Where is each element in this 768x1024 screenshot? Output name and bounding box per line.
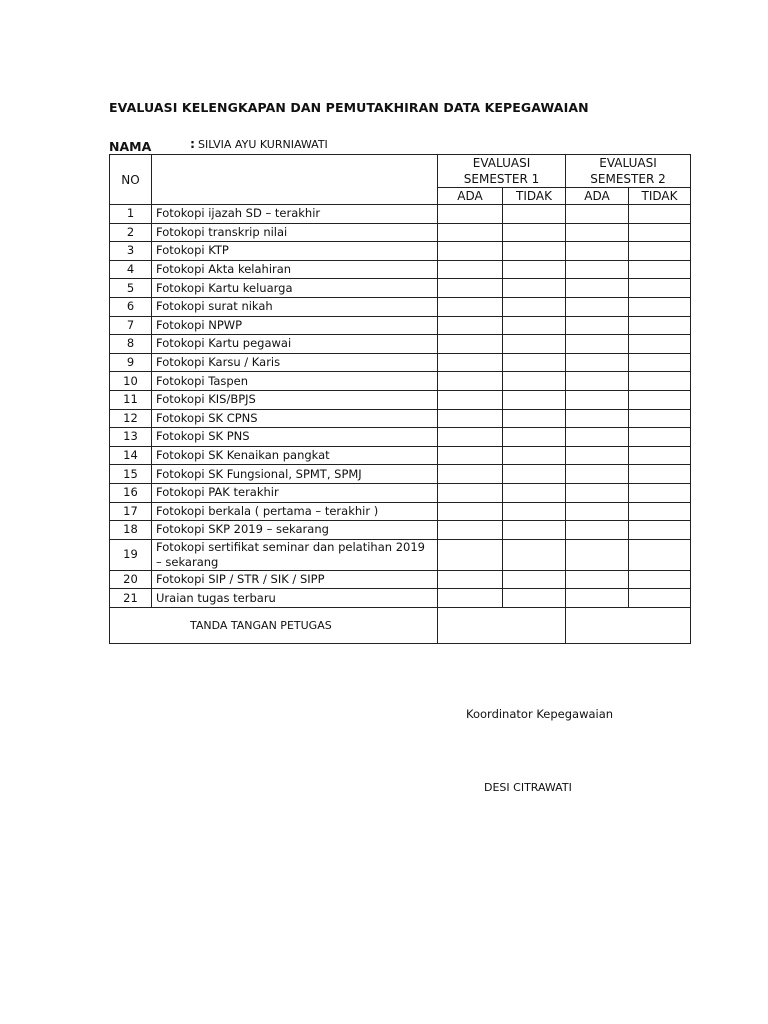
check-cell-semester-2-ada[interactable] (566, 260, 629, 279)
table-row (110, 223, 691, 242)
row-number: 3 (110, 242, 152, 261)
check-cell-semester-1-tidak[interactable] (503, 353, 566, 372)
name-label: NAMA (109, 139, 152, 154)
page-title: EVALUASI KELENGKAPAN DAN PEMUTAKHIRAN DATA KEPEGAWAIAN (109, 100, 589, 115)
check-cell-semester-2-tidak[interactable] (629, 446, 691, 465)
row-number: 20 (110, 570, 152, 589)
check-cell-semester-1-tidak[interactable] (503, 390, 566, 409)
name-colon: : (190, 136, 195, 151)
table-row (110, 260, 691, 279)
check-cell-semester-1-tidak[interactable] (503, 521, 566, 540)
table-row (110, 279, 691, 298)
header-semester-1-tidak: TIDAK (503, 188, 566, 205)
row-document-item: Fotokopi PAK terakhir (152, 483, 438, 502)
check-cell-semester-1-ada[interactable] (438, 335, 503, 354)
row-document-item: Fotokopi KIS/BPJS (152, 390, 438, 409)
check-cell-semester-2-tidak[interactable] (629, 521, 691, 540)
signature-semester-2-cell[interactable] (566, 607, 691, 643)
check-cell-semester-1-ada[interactable] (438, 242, 503, 261)
signature-semester-1-cell[interactable] (438, 607, 566, 643)
check-cell-semester-2-ada[interactable] (566, 205, 629, 224)
header-semester-1-ada: ADA (438, 188, 503, 205)
check-cell-semester-2-tidak[interactable] (629, 390, 691, 409)
check-cell-semester-2-tidak[interactable] (629, 242, 691, 261)
check-cell-semester-2-ada[interactable] (566, 521, 629, 540)
name-value: SILVIA AYU KURNIAWATI (198, 138, 328, 151)
table-row (110, 242, 691, 261)
row-document-item: Fotokopi transkrip nilai (152, 223, 438, 242)
check-cell-semester-2-tidak[interactable] (629, 483, 691, 502)
table-row (110, 390, 691, 409)
header-semester-2: EVALUASI SEMESTER 2 (566, 155, 691, 188)
row-document-item: Uraian tugas terbaru (152, 589, 438, 608)
check-cell-semester-1-tidak[interactable] (503, 316, 566, 335)
check-cell-semester-2-tidak[interactable] (629, 428, 691, 447)
check-cell-semester-2-ada[interactable] (566, 502, 629, 521)
row-document-item: Fotokopi berkala ( pertama – terakhir ) (152, 502, 438, 521)
check-cell-semester-1-ada[interactable] (438, 297, 503, 316)
row-document-item: Fotokopi SK Kenaikan pangkat (152, 446, 438, 465)
row-number: 2 (110, 223, 152, 242)
table-row (110, 589, 691, 608)
row-document-item: Fotokopi ijazah SD – terakhir (152, 205, 438, 224)
check-cell-semester-2-ada[interactable] (566, 465, 629, 484)
check-cell-semester-2-ada[interactable] (566, 446, 629, 465)
check-cell-semester-2-tidak[interactable] (629, 409, 691, 428)
table-row (110, 446, 691, 465)
table-row (110, 409, 691, 428)
row-number: 18 (110, 521, 152, 540)
check-cell-semester-2-ada[interactable] (566, 353, 629, 372)
row-number: 17 (110, 502, 152, 521)
row-number: 12 (110, 409, 152, 428)
check-cell-semester-1-tidak[interactable] (503, 483, 566, 502)
table-row (110, 465, 691, 484)
row-document-item: Fotokopi SK CPNS (152, 409, 438, 428)
row-number: 10 (110, 372, 152, 391)
row-number: 11 (110, 390, 152, 409)
row-document-item: Fotokopi SKP 2019 – sekarang (152, 521, 438, 540)
check-cell-semester-1-ada[interactable] (438, 428, 503, 447)
check-cell-semester-1-ada[interactable] (438, 390, 503, 409)
evaluation-table (109, 154, 691, 644)
check-cell-semester-2-tidak[interactable] (629, 316, 691, 335)
row-number: 14 (110, 446, 152, 465)
signature-label: TANDA TANGAN PETUGAS (110, 607, 438, 643)
check-cell-semester-1-tidak[interactable] (503, 242, 566, 261)
check-cell-semester-2-ada[interactable] (566, 589, 629, 608)
check-cell-semester-2-ada[interactable] (566, 297, 629, 316)
check-cell-semester-1-ada[interactable] (438, 279, 503, 298)
row-document-item: Fotokopi Kartu pegawai (152, 335, 438, 354)
check-cell-semester-1-ada[interactable] (438, 539, 503, 570)
check-cell-semester-1-ada[interactable] (438, 205, 503, 224)
signature-row (110, 607, 691, 643)
check-cell-semester-1-tidak[interactable] (503, 428, 566, 447)
check-cell-semester-2-ada[interactable] (566, 570, 629, 589)
row-number: 9 (110, 353, 152, 372)
check-cell-semester-1-tidak[interactable] (503, 223, 566, 242)
check-cell-semester-2-ada[interactable] (566, 316, 629, 335)
check-cell-semester-1-ada[interactable] (438, 465, 503, 484)
check-cell-semester-1-tidak[interactable] (503, 372, 566, 391)
row-number: 13 (110, 428, 152, 447)
table-row (110, 521, 691, 540)
header-semester-2-ada: ADA (566, 188, 629, 205)
check-cell-semester-1-ada[interactable] (438, 570, 503, 589)
row-document-item: Fotokopi Karsu / Karis (152, 353, 438, 372)
check-cell-semester-2-tidak[interactable] (629, 205, 691, 224)
row-number: 19 (110, 539, 152, 570)
name-row (109, 136, 689, 155)
check-cell-semester-2-ada[interactable] (566, 390, 629, 409)
check-cell-semester-2-ada[interactable] (566, 223, 629, 242)
header-semester-2-tidak: TIDAK (629, 188, 691, 205)
check-cell-semester-2-ada[interactable] (566, 409, 629, 428)
row-number: 15 (110, 465, 152, 484)
check-cell-semester-2-tidak[interactable] (629, 372, 691, 391)
check-cell-semester-1-ada[interactable] (438, 316, 503, 335)
table-row (110, 483, 691, 502)
check-cell-semester-1-tidak[interactable] (503, 570, 566, 589)
table-row (110, 335, 691, 354)
table-body (110, 205, 691, 608)
row-number: 16 (110, 483, 152, 502)
check-cell-semester-1-ada[interactable] (438, 589, 503, 608)
check-cell-semester-2-ada[interactable] (566, 539, 629, 570)
check-cell-semester-2-tidak[interactable] (629, 279, 691, 298)
row-document-item: Fotokopi surat nikah (152, 297, 438, 316)
check-cell-semester-2-tidak[interactable] (629, 502, 691, 521)
check-cell-semester-1-ada[interactable] (438, 260, 503, 279)
check-cell-semester-1-tidak[interactable] (503, 335, 566, 354)
table-row (110, 570, 691, 589)
coordinator-role: Koordinator Kepegawaian (466, 707, 614, 721)
check-cell-semester-2-ada[interactable] (566, 372, 629, 391)
table-row (110, 316, 691, 335)
check-cell-semester-1-tidak[interactable] (503, 279, 566, 298)
table-row (110, 372, 691, 391)
check-cell-semester-2-ada[interactable] (566, 428, 629, 447)
check-cell-semester-1-tidak[interactable] (503, 205, 566, 224)
row-document-item: Fotokopi NPWP (152, 316, 438, 335)
check-cell-semester-2-tidak[interactable] (629, 260, 691, 279)
check-cell-semester-1-ada[interactable] (438, 521, 503, 540)
check-cell-semester-2-tidak[interactable] (629, 589, 691, 608)
row-document-item: Fotokopi SK PNS (152, 428, 438, 447)
row-document-item: Fotokopi SK Fungsional, SPMT, SPMJ (152, 465, 438, 484)
check-cell-semester-1-tidak[interactable] (503, 465, 566, 484)
check-cell-semester-1-tidak[interactable] (503, 589, 566, 608)
check-cell-semester-1-tidak[interactable] (503, 297, 566, 316)
check-cell-semester-1-ada[interactable] (438, 483, 503, 502)
check-cell-semester-1-ada[interactable] (438, 409, 503, 428)
row-number: 5 (110, 279, 152, 298)
check-cell-semester-1-ada[interactable] (438, 372, 503, 391)
check-cell-semester-1-ada[interactable] (438, 502, 503, 521)
check-cell-semester-2-tidak[interactable] (629, 465, 691, 484)
check-cell-semester-2-ada[interactable] (566, 483, 629, 502)
table-row (110, 297, 691, 316)
header-no: NO (110, 155, 152, 205)
signer-name: DESI CITRAWATI (484, 781, 572, 794)
row-number: 7 (110, 316, 152, 335)
table-row (110, 205, 691, 224)
check-cell-semester-1-tidak[interactable] (503, 502, 566, 521)
row-document-item: Fotokopi SIP / STR / SIK / SIPP (152, 570, 438, 589)
table-row (110, 353, 691, 372)
check-cell-semester-2-tidak[interactable] (629, 353, 691, 372)
check-cell-semester-2-ada[interactable] (566, 335, 629, 354)
check-cell-semester-2-tidak[interactable] (629, 297, 691, 316)
row-number: 6 (110, 297, 152, 316)
check-cell-semester-1-tidak[interactable] (503, 446, 566, 465)
row-number: 4 (110, 260, 152, 279)
check-cell-semester-1-tidak[interactable] (503, 539, 566, 570)
check-cell-semester-1-ada[interactable] (438, 223, 503, 242)
table-row (110, 502, 691, 521)
check-cell-semester-2-tidak[interactable] (629, 539, 691, 570)
row-document-item: Fotokopi Kartu keluarga (152, 279, 438, 298)
header-item (152, 155, 438, 205)
row-document-item: Fotokopi KTP (152, 242, 438, 261)
check-cell-semester-1-tidak[interactable] (503, 260, 566, 279)
row-number: 21 (110, 589, 152, 608)
check-cell-semester-2-tidak[interactable] (629, 335, 691, 354)
check-cell-semester-1-ada[interactable] (438, 353, 503, 372)
row-number: 8 (110, 335, 152, 354)
check-cell-semester-1-ada[interactable] (438, 446, 503, 465)
check-cell-semester-2-tidak[interactable] (629, 570, 691, 589)
check-cell-semester-1-tidak[interactable] (503, 409, 566, 428)
table-row (110, 539, 691, 570)
header-semester-1: EVALUASI SEMESTER 1 (438, 155, 566, 188)
row-document-item: Fotokopi Taspen (152, 372, 438, 391)
check-cell-semester-2-ada[interactable] (566, 242, 629, 261)
row-number: 1 (110, 205, 152, 224)
row-document-item: Fotokopi sertifikat seminar dan pelatihan 2019 – sekarang (152, 539, 438, 570)
row-document-item: Fotokopi Akta kelahiran (152, 260, 438, 279)
check-cell-semester-2-ada[interactable] (566, 279, 629, 298)
check-cell-semester-2-tidak[interactable] (629, 223, 691, 242)
table-row (110, 428, 691, 447)
